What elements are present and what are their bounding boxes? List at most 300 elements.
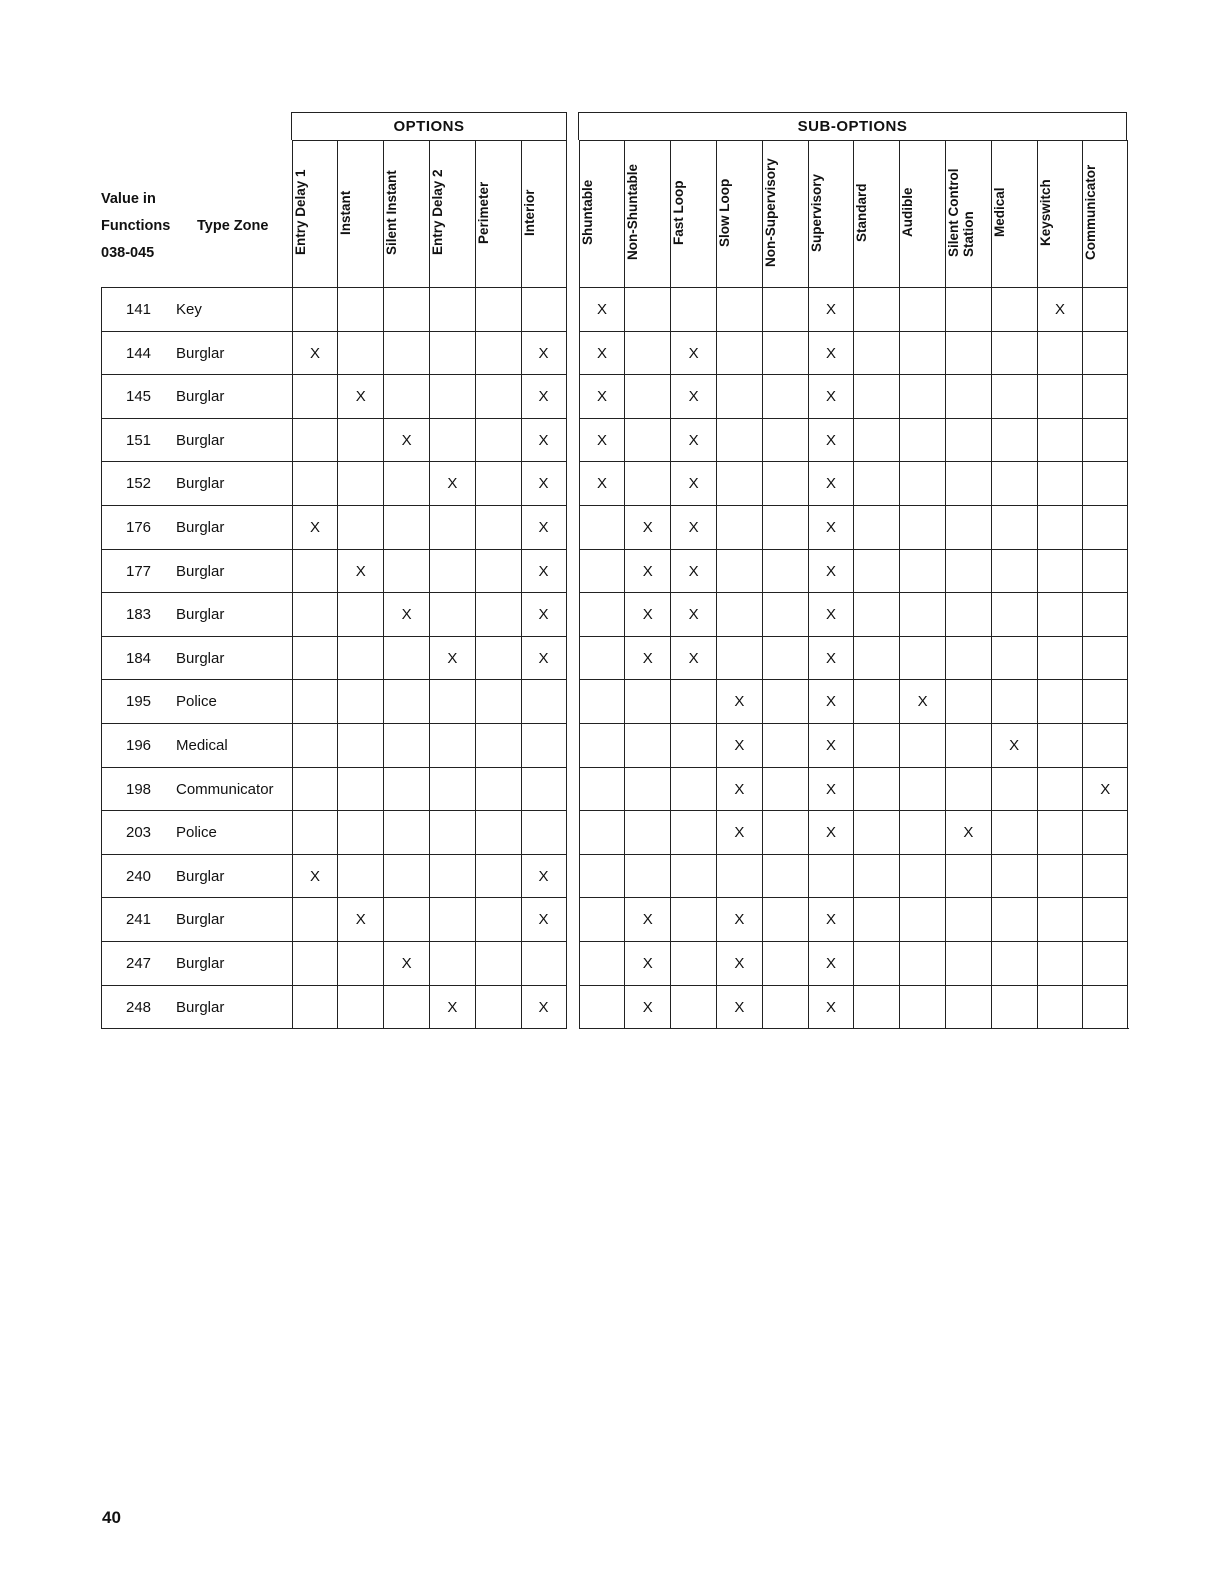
table-cell: X [670,549,716,593]
column-header-keyswitch [1037,140,1083,287]
table-cell [475,941,521,985]
table-cell [337,331,383,375]
table-cell [716,854,762,898]
table-cell [475,549,521,593]
table-row-label [101,549,292,593]
value-column-header [101,186,170,267]
zone-value: 196 [126,737,152,754]
table-cell [475,985,521,1029]
table-cell [670,679,716,723]
table-cell: X [808,941,854,985]
zone-type: Communicator [176,780,274,798]
table-cell: X [521,897,567,941]
table-cell [1082,810,1128,854]
table-cell [1082,505,1128,549]
table-cell: X [808,461,854,505]
table-cell [337,810,383,854]
table-cell [579,723,625,767]
table-cell [670,941,716,985]
table-cell: X [716,810,762,854]
table-cell [853,549,899,593]
table-cell [762,331,808,375]
table-cell: X [521,374,567,418]
table-cell [579,985,625,1029]
table-cell: X [579,374,625,418]
table-cell [991,374,1037,418]
table-cell [1082,592,1128,636]
table-cell [670,287,716,331]
table-cell [624,723,670,767]
table-cell: X [808,897,854,941]
column-header-interior [521,140,567,287]
table-cell [429,679,475,723]
table-cell [762,287,808,331]
table-cell [292,592,338,636]
table-cell: X [624,897,670,941]
column-header-communicator [1082,140,1128,287]
table-cell [716,636,762,680]
table-cell [899,374,945,418]
table-cell: X [808,549,854,593]
table-cell: X [624,592,670,636]
table-cell [429,941,475,985]
table-cell [292,941,338,985]
zone-value: 184 [126,649,152,667]
table-cell [853,854,899,898]
table-cell [337,941,383,985]
table-cell [945,854,991,898]
table-bottom-border [579,1028,1130,1029]
zone-type: Burglar [176,606,225,624]
column-header-label: Supervisory [808,173,824,252]
table-cell [383,854,429,898]
table-cell [337,854,383,898]
column-header-label: Entry Delay 2 [429,169,445,256]
table-cell: X [521,418,567,462]
table-cell [762,592,808,636]
zone-type: Burglar [176,431,225,449]
column-header-shuntable [579,140,625,287]
column-header-label: Silent Control Station [945,168,976,257]
table-cell [429,810,475,854]
table-cell [292,374,338,418]
table-cell [624,374,670,418]
table-cell [475,636,521,680]
column-header-entry-delay-1 [292,140,338,287]
zone-value: 177 [126,562,152,580]
table-cell: X [429,985,475,1029]
column-header-label: Non-Supervisory [762,158,778,267]
table-cell: X [716,941,762,985]
table-row-label [101,679,292,723]
value-label-line: Value in [101,191,156,207]
table-row-label [101,636,292,680]
zone-value: 176 [126,519,152,536]
table-cell: X [716,897,762,941]
table-cell [624,854,670,898]
table-cell [1082,723,1128,767]
table-cell [899,854,945,898]
table-cell [1037,897,1083,941]
column-header-silent-instant [383,140,429,287]
table-cell [1037,331,1083,375]
zone-type: Burglar [176,344,225,362]
zone-value: 151 [126,431,152,449]
table-cell [292,549,338,593]
table-cell [624,331,670,375]
table-cell [383,331,429,375]
table-cell [899,461,945,505]
table-cell [853,723,899,767]
table-cell [991,854,1037,898]
table-cell: X [716,767,762,811]
table-cell [853,374,899,418]
table-cell [762,767,808,811]
table-cell: X [624,941,670,985]
table-cell [429,418,475,462]
table-cell: X [945,810,991,854]
table-cell [624,810,670,854]
table-cell [1037,679,1083,723]
table-cell [579,679,625,723]
table-cell [475,767,521,811]
table-cell [1082,461,1128,505]
table-cell [579,854,625,898]
table-cell [899,767,945,811]
table-cell [670,810,716,854]
table-cell: X [670,592,716,636]
table-cell [945,941,991,985]
table-cell [899,636,945,680]
table-cell [991,636,1037,680]
table-cell: X [579,331,625,375]
table-cell [383,505,429,549]
column-header-label: Non-Shuntable [625,164,641,261]
table-cell [292,461,338,505]
table-cell [292,810,338,854]
table-cell: X [521,549,567,593]
table-cell [292,636,338,680]
table-cell [899,810,945,854]
zone-value: 240 [126,867,152,885]
column-header-label: Standard [854,183,870,242]
zone-value: 203 [126,824,152,842]
table-cell [292,985,338,1029]
table-cell [991,461,1037,505]
options-title: OPTIONS [393,118,465,135]
table-cell [945,897,991,941]
table-cell [579,636,625,680]
column-header-medical [991,140,1037,287]
table-cell [337,767,383,811]
table-cell [853,592,899,636]
table-cell [521,679,567,723]
table-cell: X [808,985,854,1029]
table-cell [429,331,475,375]
column-header-instant [337,140,383,287]
sub-options-title: SUB-OPTIONS [797,118,908,135]
table-cell [429,592,475,636]
table-cell [1037,854,1083,898]
zone-value: 141 [126,301,152,318]
table-cell [1082,854,1128,898]
table-cell [292,723,338,767]
table-cell [579,592,625,636]
table-cell [383,374,429,418]
table-cell [1037,374,1083,418]
table-cell [762,549,808,593]
table-cell [853,941,899,985]
table-cell [945,418,991,462]
table-cell: X [521,592,567,636]
table-cell [853,287,899,331]
table-cell: X [521,636,567,680]
zone-type: Burglar [176,388,225,406]
table-cell [991,549,1037,593]
zone-value: 145 [126,388,152,406]
table-cell [579,505,625,549]
table-cell [945,461,991,505]
zone-value: 241 [126,911,152,929]
table-cell: X [521,854,567,898]
table-cell [579,810,625,854]
table-cell [899,592,945,636]
table-cell [337,592,383,636]
table-cell [762,723,808,767]
table-cell: X [808,331,854,375]
table-cell [1037,767,1083,811]
table-cell [337,461,383,505]
table-cell [716,461,762,505]
table-cell [899,549,945,593]
column-header-label: Instant [338,190,354,235]
table-cell [762,810,808,854]
table-cell [1082,636,1128,680]
table-cell [429,723,475,767]
table-cell [624,679,670,723]
column-header-silent-control-station [945,140,991,287]
table-cell: X [808,679,854,723]
table-cell: X [716,985,762,1029]
table-cell [475,592,521,636]
column-header-label: Interior [521,189,537,236]
table-cell [337,287,383,331]
table-cell [383,461,429,505]
table-cell [292,418,338,462]
table-cell: X [670,505,716,549]
table-cell [1082,985,1128,1029]
table-cell [429,505,475,549]
table-cell [899,287,945,331]
table-cell [624,461,670,505]
table-cell [1037,723,1083,767]
table-cell [853,418,899,462]
table-cell [475,287,521,331]
table-cell [762,897,808,941]
table-cell: X [808,374,854,418]
column-header-entry-delay-2 [429,140,475,287]
table-cell [475,461,521,505]
table-cell [337,723,383,767]
table-cell [762,505,808,549]
table-cell [716,505,762,549]
table-cell: X [521,985,567,1029]
table-cell: X [808,287,854,331]
table-cell [1082,679,1128,723]
table-cell [945,723,991,767]
table-cell [670,985,716,1029]
table-cell [1082,941,1128,985]
table-cell [521,723,567,767]
table-cell [899,418,945,462]
table-cell [716,592,762,636]
table-cell [991,287,1037,331]
table-cell [991,679,1037,723]
table-cell [762,461,808,505]
table-cell [1082,374,1128,418]
options-group-header [291,112,567,140]
table-cell [853,505,899,549]
table-row-label [101,854,292,898]
zone-type: Burglar [176,475,225,493]
zone-value: 198 [126,780,152,798]
table-cell [292,767,338,811]
table-cell [383,767,429,811]
table-cell [716,287,762,331]
table-cell [945,287,991,331]
table-cell: X [624,505,670,549]
table-cell [853,679,899,723]
table-cell: X [429,636,475,680]
table-cell: X [1037,287,1083,331]
table-cell [762,418,808,462]
table-cell [521,767,567,811]
table-cell [762,854,808,898]
table-cell [292,679,338,723]
column-header-label: Shuntable [579,179,595,246]
table-cell [383,985,429,1029]
table-cell [853,897,899,941]
table-cell [1037,461,1083,505]
table-cell [1037,592,1083,636]
table-cell: X [337,374,383,418]
column-header-label: Silent Instant [384,170,400,255]
table-cell [991,331,1037,375]
column-header-label: Slow Loop [716,178,732,247]
table-cell [429,287,475,331]
table-cell [475,810,521,854]
column-header-supervisory [808,140,854,287]
table-cell [991,941,1037,985]
table-cell [670,767,716,811]
table-cell [762,679,808,723]
table-cell [945,636,991,680]
table-cell: X [670,331,716,375]
table-cell [1037,636,1083,680]
table-cell [292,897,338,941]
table-cell [1037,810,1083,854]
table-cell [429,767,475,811]
table-cell [991,810,1037,854]
table-cell: X [624,985,670,1029]
table-cell [383,549,429,593]
table-row-label [101,461,292,505]
table-cell [991,767,1037,811]
zone-value: 195 [126,693,152,711]
table-cell [624,767,670,811]
table-cell [945,592,991,636]
table-cell [899,897,945,941]
zone-type: Burglar [176,867,225,885]
table-cell [899,331,945,375]
table-cell: X [899,679,945,723]
table-cell: X [429,461,475,505]
table-cell [991,505,1037,549]
table-cell [853,331,899,375]
table-cell: X [383,941,429,985]
column-header-audible [899,140,945,287]
table-row-label [101,374,292,418]
table-cell [899,985,945,1029]
table-cell [624,418,670,462]
table-cell [1082,418,1128,462]
table-cell [853,636,899,680]
table-row-label [101,418,292,462]
table-cell: X [624,636,670,680]
zone-type: Key [176,301,202,318]
table-cell [945,985,991,1029]
table-cell [808,854,854,898]
table-cell [1037,941,1083,985]
table-cell [899,723,945,767]
column-header-slow-loop [716,140,762,287]
table-cell: X [808,636,854,680]
column-header-label: Keyswitch [1037,179,1053,246]
table-cell: X [521,461,567,505]
table-cell [521,287,567,331]
column-header-label: Communicator [1083,164,1099,261]
zone-type: Burglar [176,519,225,536]
table-cell: X [808,810,854,854]
table-cell [429,897,475,941]
table-cell [762,985,808,1029]
table-cell [579,767,625,811]
zone-type: Burglar [176,998,225,1016]
table-row-label [101,985,292,1029]
table-row-label [101,505,292,549]
table-cell: X [670,636,716,680]
table-cell [337,636,383,680]
column-header-non-shuntable [624,140,670,287]
page-number: 40 [102,1508,121,1527]
table-row-label [101,810,292,854]
table-cell: X [521,331,567,375]
zone-type: Burglar [176,562,225,580]
table-cell: X [292,331,338,375]
table-cell [853,985,899,1029]
table-cell [429,854,475,898]
table-cell [899,941,945,985]
column-header-label: Audible [900,187,916,238]
table-cell [716,331,762,375]
table-cell [670,897,716,941]
table-cell [383,897,429,941]
table-row-label [101,592,292,636]
table-cell [762,374,808,418]
table-cell [475,418,521,462]
table-cell [853,767,899,811]
table-cell: X [716,723,762,767]
